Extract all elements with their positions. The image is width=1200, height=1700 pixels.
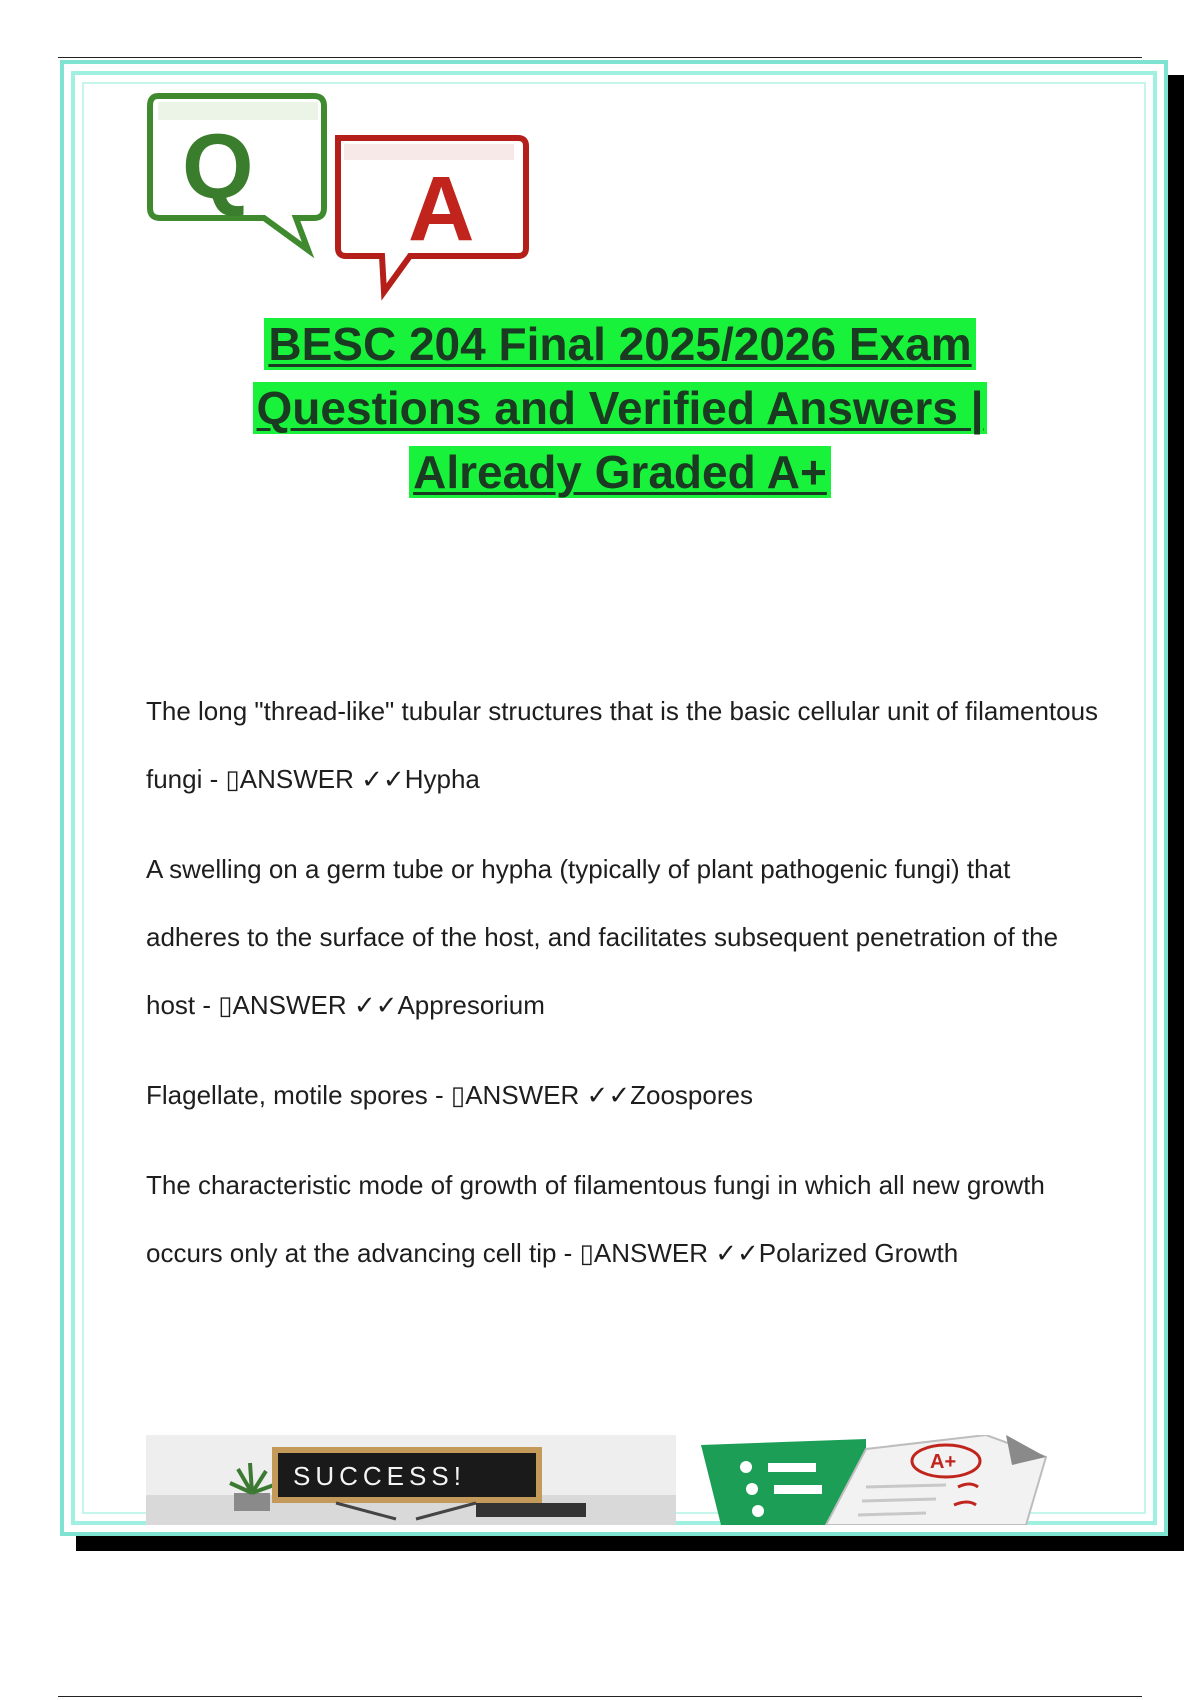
document-title (150, 312, 1090, 504)
grade-text: A+ (930, 1451, 957, 1473)
question-text: The characteristic mode of growth of filamentous fungi in which all new growth occurs only at the advancing cell tip - (146, 1170, 1045, 1268)
qa-list (146, 677, 1106, 1309)
question-text: A swelling on a germ tube or hypha (typically of plant pathogenic fungi) that adheres to the surface of the host, and facilitates subsequent penetration of the host - (146, 854, 1059, 1020)
calculator-icon (476, 1503, 586, 1517)
title-line: Questions and Verified Answers | (253, 382, 988, 434)
qa-item (146, 835, 1106, 1039)
qa-item (146, 1061, 1106, 1129)
a-letter: A (408, 158, 475, 260)
question-text: Flagellate, motile spores - (146, 1080, 451, 1110)
success-banner-image (146, 1435, 1106, 1525)
board-text: SUCCESS! (293, 1461, 466, 1491)
answer-text: ▯ANSWER ✓✓Hypha (225, 764, 480, 794)
title-line: Already Graded A+ (409, 446, 831, 498)
question-text: The long "thread-like" tubular structures that is the basic cellular unit of filamentous fungi - (146, 696, 1099, 794)
qa-item (146, 1151, 1106, 1287)
a-bubble (338, 138, 526, 292)
q-bubble (150, 96, 324, 250)
q-letter: Q (182, 116, 254, 218)
title-line: BESC 204 Final 2025/2026 Exam (264, 318, 975, 370)
top-rule (58, 57, 1142, 58)
qa-speech-bubbles-logo (146, 90, 546, 315)
answer-text: ▯ANSWER ✓✓Polarized Growth (579, 1238, 959, 1268)
answer-text: ▯ANSWER ✓✓Zoospores (450, 1080, 753, 1110)
qa-item (146, 677, 1106, 813)
answer-text: ▯ANSWER ✓✓Appresorium (218, 990, 545, 1020)
bottom-rule (58, 1696, 1142, 1697)
